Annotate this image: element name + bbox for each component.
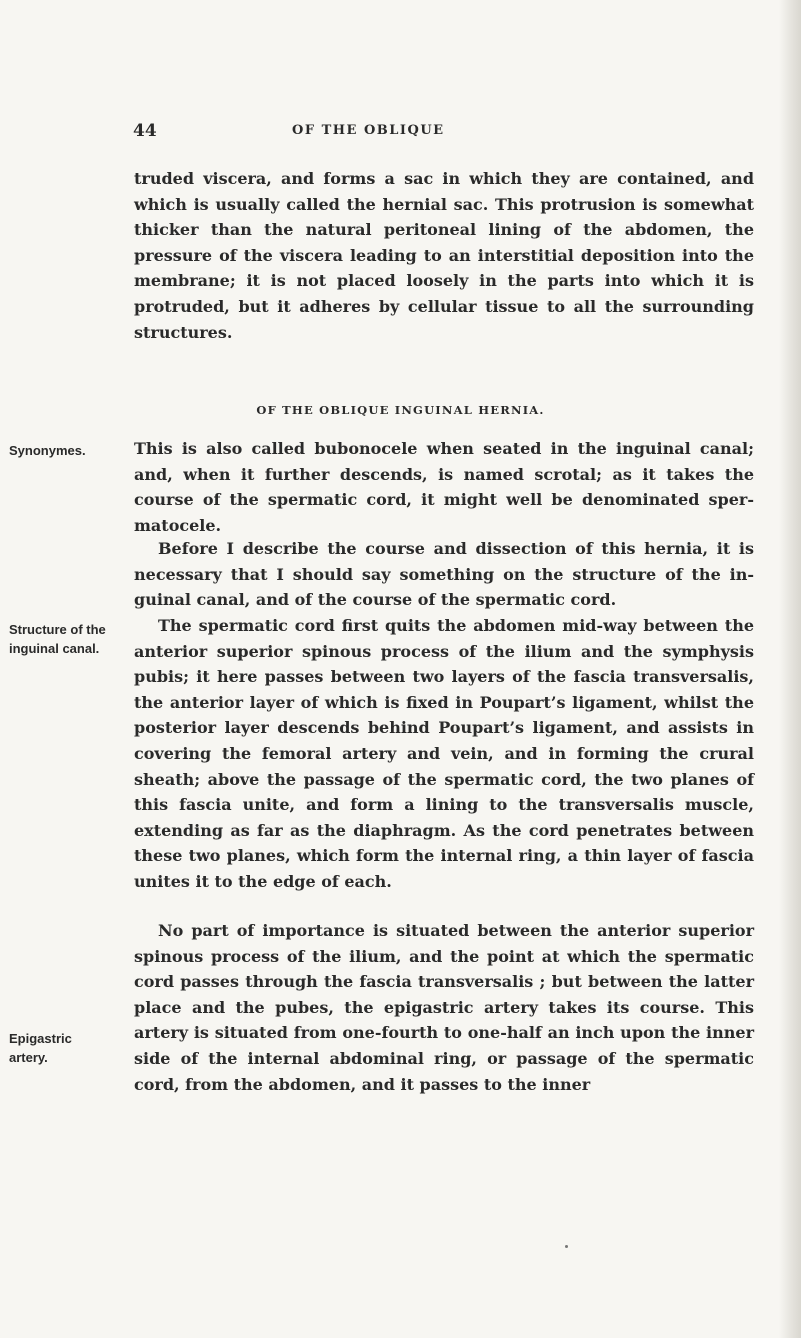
marginal-note-synonymes xyxy=(9,441,129,460)
marginal-note-inguinal-canal xyxy=(9,620,129,658)
ink-speck xyxy=(565,1245,568,1248)
page-edge-shadow xyxy=(779,0,801,1338)
running-title: OF THE OBLIQUE xyxy=(292,123,445,138)
paragraph-spermatic-cord: The spermatic cord first quits the abdomen mid-way between the anterior superior spinous process of the ilium and the symphysis pubis; it here passes between two layers of the fascia transversalis, the anterior layer of which is fixed in Poupart’s ligament, whilst the posterior layer descends behind Poupart’s ligament, and assists in covering the femoral artery and vein, and in forming the crural sheath; above the passage of the spermatic cord, the two planes of this fascia unite, and form a lining to the transversalis muscle, extending as far as the diaphragm. As the cord penetrates between these two planes, which form the internal ring, a thin layer of fascia unites it to the edge of each. xyxy=(134,616,754,891)
marginal-note-inguinal-canal-line-2: inguinal canal. xyxy=(9,641,100,656)
marginal-note-epigastric-line-1: Epigastric xyxy=(9,1031,72,1046)
paragraph-before-describe: Before I describe the course and dissection of this hernia, it is necessary that I should say something on the structure of the inguinal canal, and of the course of the spermatic cord. xyxy=(134,539,754,610)
paragraph-bubonocele: This is also called bubonocele when seated in the inguinal canal; and, when it further descends, is named scrotal; as it takes the course of the spermatic cord, it might well be denominated spermatocele. xyxy=(134,439,754,535)
marginal-note-epigastric-artery xyxy=(9,1029,129,1067)
marginal-note-epigastric-line-2: artery. xyxy=(9,1050,48,1065)
paragraph-epigastric: No part of importance is situated between the anterior superior spinous process of the ilium, and the point at which the spermatic cord passes through the fascia transversalis ; but between the latter place and the pubes, the epigastric artery takes its course. This artery is situated from one-fourth to one-half an inch upon the inner side of the internal abdominal ring, or passage of the spermatic cord, from the abdomen, and it passes to the inner xyxy=(134,921,754,1094)
section-heading: OF THE OBLIQUE INGUINAL HERNIA. xyxy=(256,403,545,417)
running-head xyxy=(0,121,801,145)
marginal-note-inguinal-canal-line-1: Structure of the xyxy=(9,622,106,637)
opening-paragraph: truded viscera, and forms a sac in which they are contained, and which is usually called the hernial sac. This protrusion is somewhat thicker than the natural peritoneal lining of the abdomen, the pressure of the viscera leading to an interstitial deposition into the membrane; it is not placed loosely in the parts into which it is protruded, but it adheres by cellular tissue to all the surrounding structures. xyxy=(134,169,754,342)
page-number: 44 xyxy=(133,121,157,141)
marginal-note-synonymes-text: Synonymes. xyxy=(9,443,86,458)
